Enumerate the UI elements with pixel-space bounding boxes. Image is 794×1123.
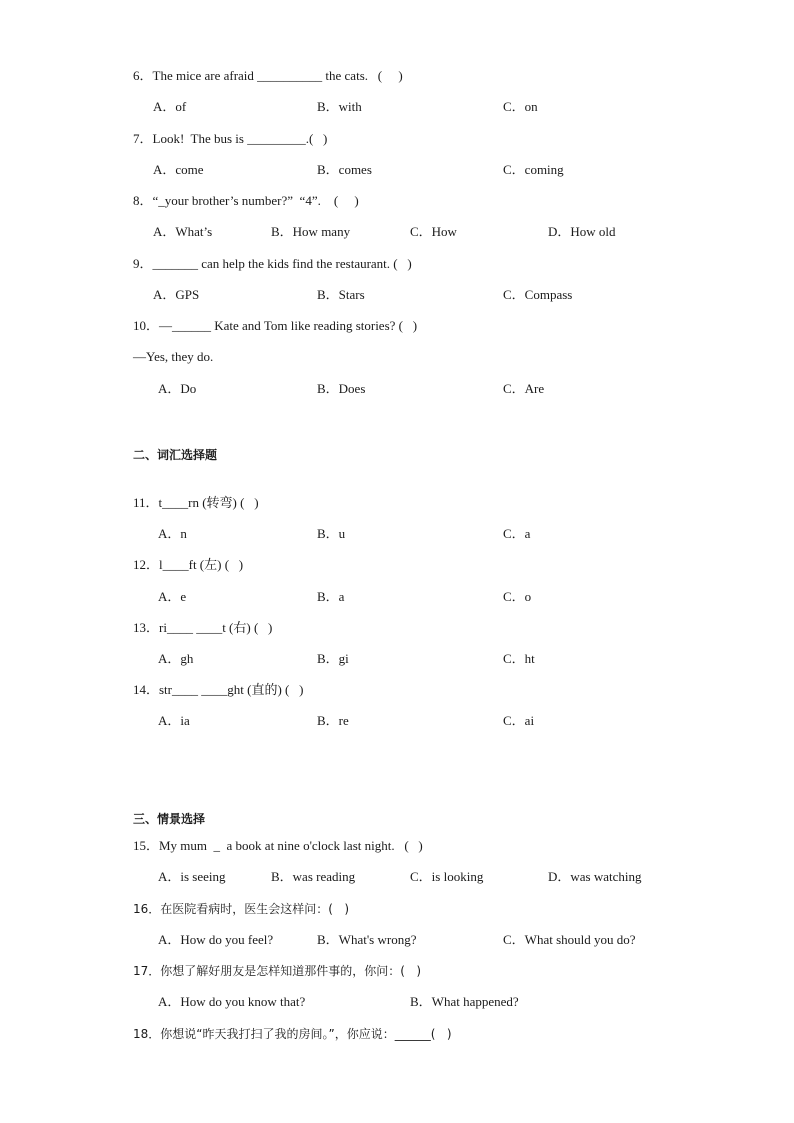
question-9: 9．_______ can help the kids find the restaurant. ( ) xyxy=(133,256,412,271)
question-10: 10．—______ Kate and Tom like reading stories? ( ) xyxy=(133,318,418,333)
question-17: 17．你想了解好朋友是怎样知道那件事的，你问：( ) xyxy=(133,964,422,978)
question-7: 7．Look! The bus is _________.( ) xyxy=(133,131,328,146)
q11-option-b: B．u xyxy=(317,526,346,541)
q11-option-c: C．a xyxy=(503,526,531,541)
q6-option-c: C．on xyxy=(503,99,538,114)
q12-option-c: C．o xyxy=(503,589,532,604)
question-11: 11．t____rn (转弯) ( ) xyxy=(133,495,259,510)
q15-option-a: A．is seeing xyxy=(158,869,226,884)
q9-option-b: B．Stars xyxy=(317,287,365,302)
q7-option-b: B．comes xyxy=(317,162,372,177)
question-14: 14．str____ ____ght (直的) ( ) xyxy=(133,682,304,697)
q13-option-c: C．ht xyxy=(503,651,535,666)
q10-option-a: A．Do xyxy=(158,381,197,396)
q17-option-b: B．What happened? xyxy=(410,994,519,1009)
q15-option-d: D．was watching xyxy=(548,869,642,884)
q13-option-b: B．gi xyxy=(317,651,349,666)
q16-option-a: A．How do you feel? xyxy=(158,932,274,947)
q15-option-c: C．is looking xyxy=(410,869,484,884)
section-3-heading: 三、情景选择 xyxy=(133,812,206,826)
question-15: 15．My mum _ a book at nine o'clock last night. ( ) xyxy=(133,838,423,853)
q14-option-a: A．ia xyxy=(158,713,190,728)
q7-option-c: C．coming xyxy=(503,162,564,177)
q14-option-c: C．ai xyxy=(503,713,535,728)
q14-option-b: B．re xyxy=(317,713,349,728)
q16-option-c: C．What should you do? xyxy=(503,932,636,947)
q8-option-a: A．What’s xyxy=(153,224,213,239)
q8-option-c: C．How xyxy=(410,224,457,239)
q15-option-b: B．was reading xyxy=(271,869,356,884)
q17-option-a: A．How do you know that? xyxy=(158,994,306,1009)
q11-option-a: A．n xyxy=(158,526,187,541)
question-10-reply: —Yes, they do. xyxy=(133,349,214,364)
q9-option-a: A．GPS xyxy=(153,287,200,302)
q6-option-b: B．with xyxy=(317,99,362,114)
question-18: 18．你想说“昨天我打扫了我的房间。”，你应说：______( ) xyxy=(133,1027,452,1041)
q16-option-b: B．What's wrong? xyxy=(317,932,417,947)
question-8: 8．“_your brother’s number?” “4”. ( ) xyxy=(133,193,359,208)
q13-option-a: A．gh xyxy=(158,651,194,666)
question-12: 12．l____ft (左) ( ) xyxy=(133,557,244,572)
question-6: 6．The mice are afraid __________ the cats. ( ) xyxy=(133,68,403,83)
q7-option-a: A．come xyxy=(153,162,204,177)
q8-option-d: D．How old xyxy=(548,224,616,239)
question-16: 16．在医院看病时，医生会这样问：( ) xyxy=(133,902,350,916)
q10-option-c: C．Are xyxy=(503,381,545,396)
question-13: 13．ri____ ____t (右) ( ) xyxy=(133,620,273,635)
q12-option-b: B．a xyxy=(317,589,345,604)
q6-option-a: A．of xyxy=(153,99,187,114)
q8-option-b: B．How many xyxy=(271,224,351,239)
q9-option-c: C．Compass xyxy=(503,287,573,302)
q10-option-b: B．Does xyxy=(317,381,366,396)
q12-option-a: A．e xyxy=(158,589,187,604)
section-2-heading: 二、词汇选择题 xyxy=(133,448,218,462)
